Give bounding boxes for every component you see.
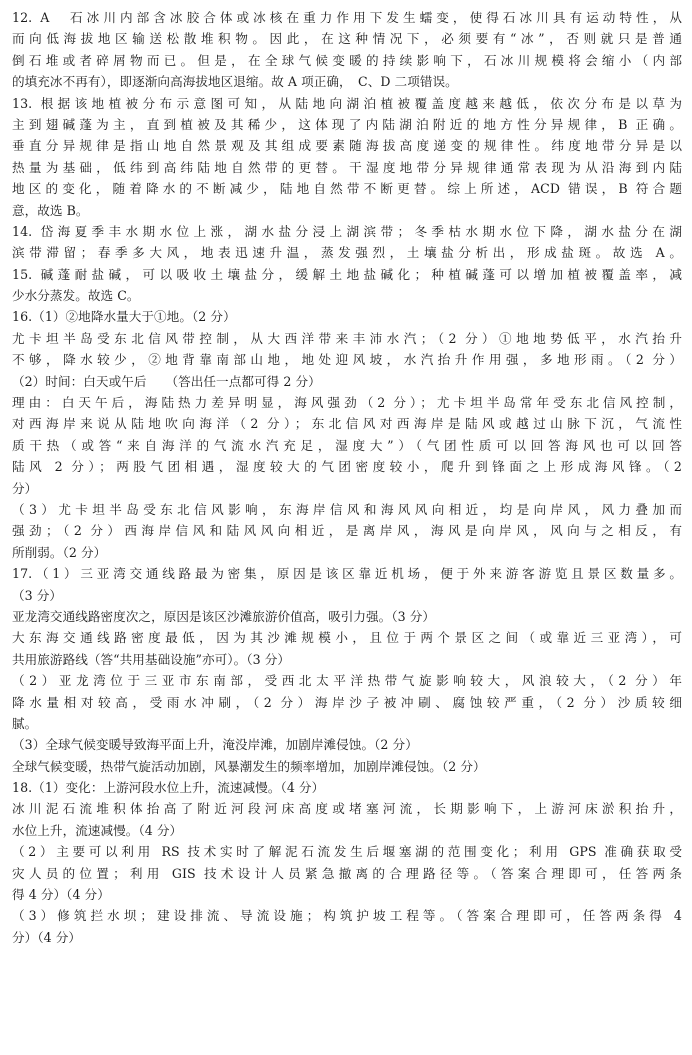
text-line: 腻。 bbox=[12, 715, 38, 731]
text-line: 12. A 石冰川内部含冰胶合体或冰核在重力作用下发生蠕变，使得石冰川具有运动特性，从 bbox=[12, 10, 682, 25]
text-line: 17.（1）三亚湾交通线路最为密集，原因是该区靠近机场，便于外来游客游览且景区数量多。 bbox=[12, 566, 682, 582]
text-line: 共用旅游路线（答“共用基础设施”亦可）。（3 分） bbox=[12, 651, 291, 667]
text-line: 尤卡坦半岛受东北信风带控制，从大西洋带来丰沛水汽；（2 分）①地地势低平，水汽抬升 bbox=[12, 330, 682, 346]
text-line: （3）修筑拦水坝；建设排流、导流设施；构筑护坡工程等。（答案合理即可，任答两条得 4 bbox=[12, 908, 682, 924]
text-line: 而向低海拔地区输送松散堆积物。因此，在这种情况下，必须要有“冰”，否则就只是普通 bbox=[12, 31, 682, 47]
text-line: 地区的变化，随着降水的不断减少，陆地自然带不断更替。综上所述，ACD 错误，B 符合题 bbox=[12, 181, 682, 197]
text-line: 降水量相对较高，受雨水冲刷，（2 分）海岸沙子被冲刷、腐蚀较严重，（2 分）沙质较细 bbox=[12, 694, 682, 710]
text-line: （2）主要可以利用 RS 技术实时了解泥石流发生后堰塞湖的范围变化；利用 GPS 准确获取受 bbox=[12, 844, 682, 860]
text-line: 所削弱。（2 分） bbox=[12, 544, 107, 560]
text-line: （3）全球气候变暖导致海平面上升，淹没岸滩，加剧岸滩侵蚀。（2 分） bbox=[12, 737, 418, 753]
text-line: （3）尤卡坦半岛受东北信风影响，东海岸信风和海风风向相近，均是向岸风，风力叠加而 bbox=[12, 501, 682, 517]
text-line: 灾人员的位置；利用 GIS 技术设计人员紧急撤离的合理路径等。（答案合理即可，任答两条 bbox=[12, 865, 682, 881]
text-line: 冰川泥石流堆积体抬高了附近河段河床高度或堵塞河流，长期影响下，上游河床淤积抬升， bbox=[12, 801, 682, 817]
text-line: 少水分蒸发。故选 C。 bbox=[12, 288, 140, 304]
text-line: 陆风 2 分）；两股气团相遇，湿度较大的气团密度较小，爬升到锋面之上形成海风锋。（2 bbox=[12, 459, 682, 475]
text-line: 意，故选 B。 bbox=[12, 202, 89, 218]
text-line: 不够，降水较少，②地背靠南部山地，地处迎风坡，水汽抬升作用强，多地形雨。（2 分） bbox=[12, 352, 682, 368]
text-line: 分）（4 分） bbox=[12, 929, 82, 945]
text-line: （2）亚龙湾位于三亚市东南部，受西北太平洋热带气旋影响较大，风浪较大，（2 分）年 bbox=[12, 673, 682, 689]
text-line: 得 4 分）（4 分） bbox=[12, 887, 110, 903]
text-line: 18.（1）变化：上游河段水位上升，流速减慢。（4 分） bbox=[12, 780, 325, 796]
text-line: 热量为基础，低纬到高纬陆地自然带的更替。干湿度地带分异规律通常表现为从沿海到内陆 bbox=[12, 159, 682, 175]
text-line: 垂直分异规律是指山地自然景观及其组成要素随海拔高度递变的规律性。纬度地带分异是以 bbox=[12, 138, 682, 154]
text-line: 亚龙湾交通线路密度次之，原因是该区沙滩旅游价值高，吸引力强。（3 分） bbox=[12, 608, 436, 624]
text-line: 滨带滞留；春季多大风，地表迅速升温，蒸发强烈，土壤盐分析出，形成盐斑。故选 A。 bbox=[12, 245, 682, 261]
text-line: （3 分） bbox=[12, 587, 63, 603]
text-line: 大东海交通线路密度最低，因为其沙滩规模小，且位于两个景区之间（或靠近三亚湾），可 bbox=[12, 630, 682, 646]
text-line: 15. 碱蓬耐盐碱，可以吸收土壤盐分，缓解土地盐碱化；种植碱蓬可以增加植被覆盖率，减 bbox=[12, 266, 682, 282]
text-line: 强劲；（2 分）西海岸信风和陆风风向相近，是离岸风，海风是向岸风，风向与之相反，有 bbox=[12, 523, 682, 539]
text-line: 全球气候变暖，热带气旋活动加剧，风暴潮发生的频率增加，加剧岸滩侵蚀。（2 分） bbox=[12, 758, 486, 774]
text-line: 16.（1）②地降水量大于①地。（2 分） bbox=[12, 309, 236, 325]
text-line: 质干热（或答“来自海洋的气流水汽充足，湿度大”）（气团性质可以回答海风也可以回答 bbox=[12, 437, 682, 453]
text-line: 分） bbox=[12, 480, 38, 496]
text-line: 对西海岸来说从陆地吹向海洋（2 分）；东北信风对西海岸是陆风或越过山脉下沉，气流性 bbox=[12, 416, 682, 432]
text-line: 13. 根据该地植被分布示意图可知，从陆地向湖泊植被覆盖度越来越低，依次分布是以草为 bbox=[12, 95, 682, 111]
text-line: 倒石堆或者碎屑物而已。但是，在全球气候变暖的持续影响下，石冰川规模将会缩小（内部 bbox=[12, 52, 682, 68]
text-line: 14. 岱海夏季丰水期水位上涨，湖水盐分浸上湖滨带；冬季枯水期水位下降，湖水盐分在湖 bbox=[12, 223, 682, 239]
text-line: 主到翅碱蓬为主，直到植被及其稀少，这体现了内陆湖泊附近的地方性分异规律，B 正确。 bbox=[12, 116, 682, 132]
text-line: 理由：白天午后，海陆热力差异明显，海风强劲（2 分）；尤卡坦半岛常年受东北信风控制， bbox=[12, 395, 682, 411]
text-line: （2）时间：白天或午后 （答出任一点都可得 2 分） bbox=[12, 373, 321, 389]
text-line: 的填充冰不再有），即逐渐向高海拔地区退缩。故 A 项正确， C、D 二项错误。 bbox=[12, 74, 458, 90]
text-line: 水位上升，流速减慢。（4 分） bbox=[12, 822, 183, 838]
